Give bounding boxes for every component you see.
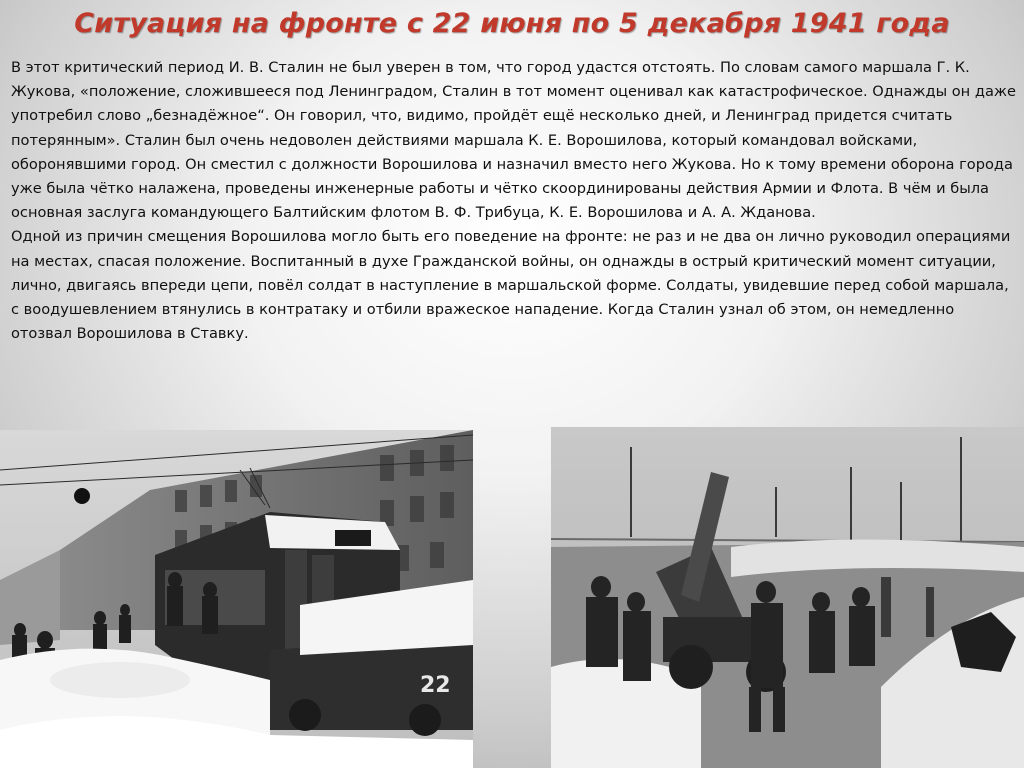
body-text bbox=[11, 56, 1017, 346]
photo-tram-snow-street bbox=[0, 430, 473, 768]
tram-number: 22 bbox=[420, 673, 451, 698]
photo-artillery-crew-snow bbox=[551, 427, 1024, 768]
paragraph-1: В этот критический период И. В. Сталин не был уверен в том, что город удастся отстоять. По словам самого маршала Г. К. Жукова, «положение, сложившееся под Ленинградом, Сталин в тот момент оценивал как катастрофическое. Однажды он даже употребил слово „безнадёжное“. Он говорил, что, видимо, пройдёт ещё несколько дней, и Ленинград придется считать потерянным». Сталин был очень недоволен действиями маршала К. Е. Ворошилова, который командовал войсками, оборонявшими город. Он сместил с должности Ворошилова и назначил вместо него Жукова. Но к тому времени оборона города уже была чётко налажена, проведены инженерные работы и чётко скоординированы действия Армии и Флота. В чём и была основная заслуга командующего Балтийским флотом В. Ф. Трибуца, К. Е. Ворошилова и А. А. Жданова. bbox=[11, 59, 1017, 222]
paragraph-2: Одной из причин смещения Ворошилова могло быть его поведение на фронте: не раз и не два он лично руководил операциями на местах, спасая положение. Воспитанный в духе Гражданской войны, он однажды в острый критический момент ситуации, лично, двигаясь впереди цепи, повёл солдат в наступление в маршальской форме. Солдаты, увидевшие перед собой маршала, с воодушевлением втянулись в контратаку и отбили вражеское нападение. Когда Сталин узнал об этом, он немедленно отозвал Ворошилова в Ставку. bbox=[11, 228, 1011, 343]
slide-title: Ситуация на фронте с 22 июня по 5 декабря 1941 года bbox=[74, 8, 950, 39]
